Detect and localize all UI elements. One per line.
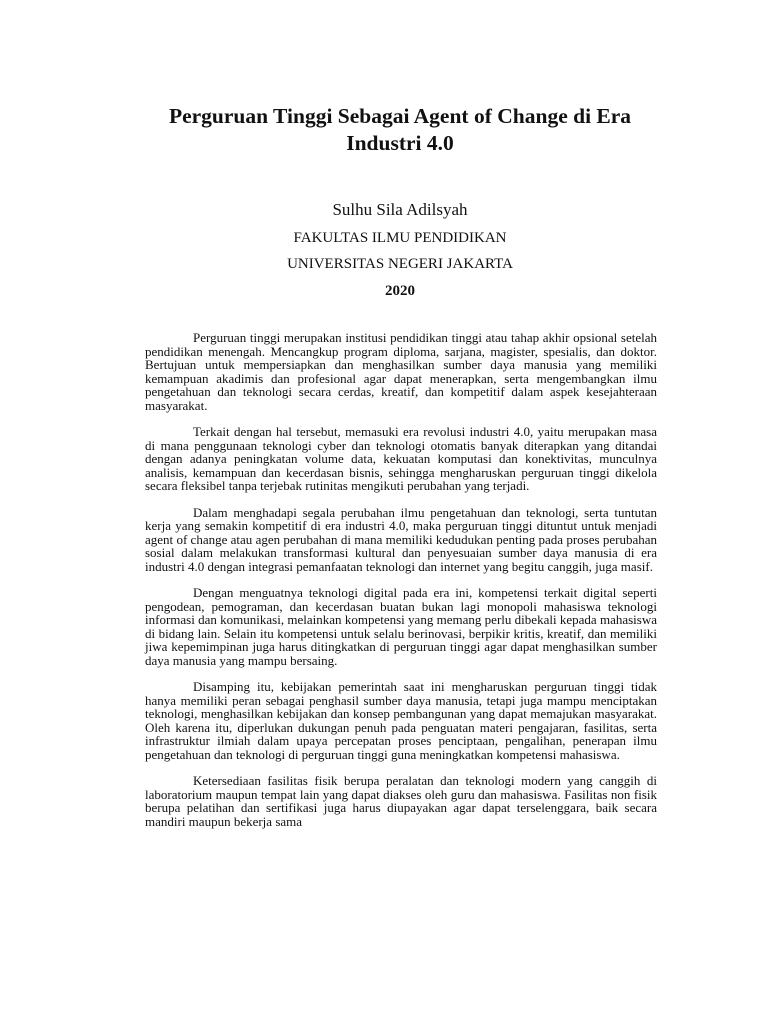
faculty-name: FAKULTAS ILMU PENDIDIKAN xyxy=(293,230,507,246)
paragraph: Perguruan tinggi merupakan institusi pendidikan tinggi atau tahap akhir opsional setelah pendidikan menengah. Mencangkup program diploma, sarjana, magister, spesialis, dan doktor. Bertujuan untuk mempersiapkan dan menghasilkan sumber daya manusia yang memiliki kemampuan akadimis dan profesional agar dapat menerapkan, serta mengembangkan ilmu pengetahuan dan teknologi secara cerdas, kreatif, dan kompetitif dalam aspek kesejahteraan masyarakat. xyxy=(145,330,657,413)
document-title xyxy=(100,103,700,157)
title-line-1: Perguruan Tinggi Sebagai Agent of Change di Era xyxy=(168,104,632,128)
paragraph: Dalam menghadapi segala perubahan ilmu pengetahuan dan teknologi, serta tuntutan kerja yang semakin kompetitif di era industri 4.0, maka perguruan tinggi dituntut untuk menjadi agent of change atau agen perubahan di mana memiliki kedudukan penting pada proses perubahan sosial dalam melakukan transformasi kultural dan penyesuaian sumber daya manusia di era industri 4.0 dengan integrasi pemanfaatan teknologi dan internet yang begitu canggih, juga masif. xyxy=(145,504,657,574)
university-name: UNIVERSITAS NEGERI JAKARTA xyxy=(287,256,513,272)
document-body xyxy=(145,331,657,841)
publication-year: 2020 xyxy=(385,283,415,299)
paragraph: Terkait dengan hal tersebut, memasuki era revolusi industri 4.0, yaitu merupakan masa di mana penggunaan teknologi cyber dan teknologi otomatis banyak diterapkan yang ditandai dengan adanya peningkatan volume data, kekuatan komputasi dan konektivitas, munculnya analisis, kemampuan dan kecerdasan bisnis, sehingga mengharuskan perguruan tinggi dikelola secara fleksibel tanpa terjebak rutinitas mengikuti perubahan yang terjadi. xyxy=(145,424,657,493)
paragraph: Dengan menguatnya teknologi digital pada era ini, kompetensi terkait digital seperti pengodean, pemograman, dan kecerdasan buatan bukan lagi monopoli mahasiswa teknologi informasi dan komunikasi, melainkan kompetensi yang memang perlu dibekali kepada mahasiswa di bidang lain. Selain itu kompetensi untuk selalu berinovasi, berpikir kritis, kreatif, dan memiliki jiwa kepemimpinan juga harus ditingkatkan di perguruan tinggi agar dapat menghasilkan sumber daya manusia yang mampu bersaing. xyxy=(145,585,657,668)
paragraph: Ketersediaan fasilitas fisik berupa peralatan dan teknologi modern yang canggih di laboratorium maupun tempat lain yang dapat diakses oleh guru dan mahasiswa. Fasilitas non fisik berupa pelatihan dan sertifikasi juga harus diupayakan agar dapat terselenggara, baik secara mandiri maupun bekerja sama xyxy=(145,773,657,829)
paragraph: Disamping itu, kebijakan pemerintah saat ini mengharuskan perguruan tinggi tidak hanya memiliki peran sebagai penghasil sumber daya manusia, tetapi juga mampu menciptakan teknologi, menghasilkan kebijakan dan konsep pembangunan yang dapat memajukan masyarakat. Oleh karena itu, diperlukan dukungan penuh pada penguatan materi pengajaran, fasilitas, serta infrastruktur ilmiah dalam upaya percepatan proses penciptaan, pengalihan, penerapan ilmu pengetahuan dan teknologi di perguruan tinggi guna meningkatkan kompetensi mahasiswa. xyxy=(145,679,657,762)
author-name: Sulhu Sila Adilsyah xyxy=(332,200,468,219)
title-line-2: Industri 4.0 xyxy=(346,131,454,155)
